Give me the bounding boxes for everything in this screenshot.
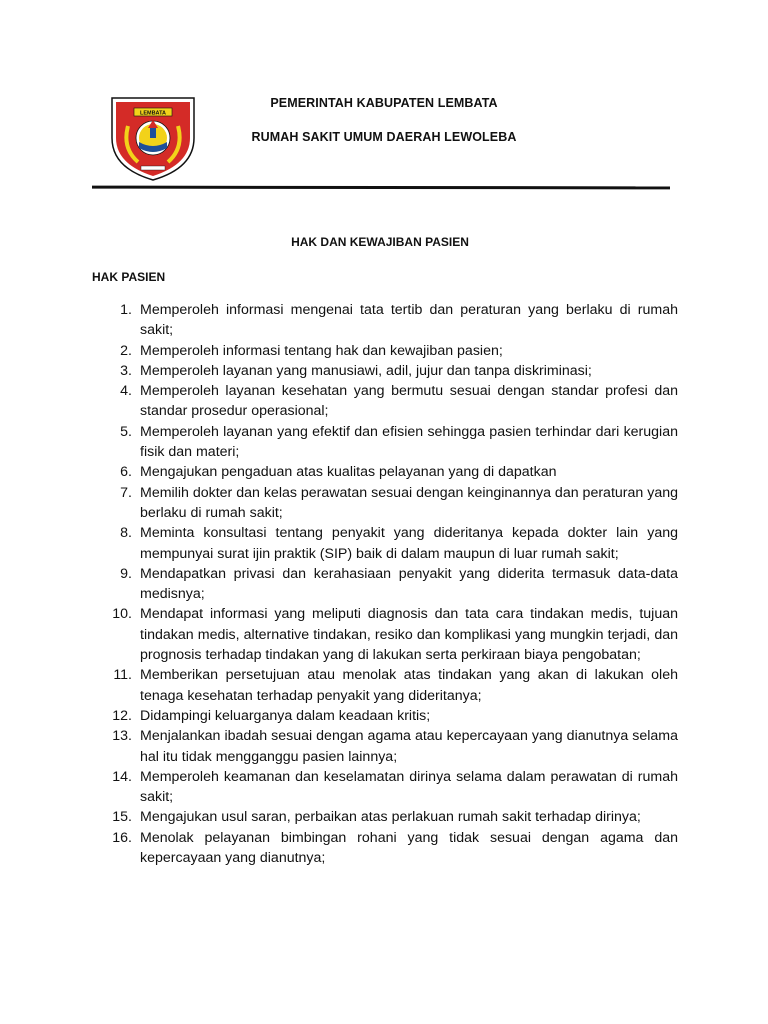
list-item-text: Memperoleh keamanan dan keselamatan dirinya selama dalam perawatan di rumah sakit; bbox=[140, 768, 678, 806]
list-item bbox=[100, 381, 678, 422]
header-hospital-name: RUMAH SAKIT UMUM DAERAH LEWOLEBA bbox=[251, 130, 517, 144]
list-item-number: 13. bbox=[112, 728, 132, 745]
list-item bbox=[100, 300, 678, 341]
list-item bbox=[100, 462, 678, 482]
list-item-number: 8. bbox=[120, 525, 132, 542]
list-item-text: Memperoleh informasi tentang hak dan kewajiban pasien; bbox=[140, 342, 503, 359]
list-item bbox=[100, 807, 678, 827]
list-item-number: 10. bbox=[112, 606, 132, 623]
list-item bbox=[100, 361, 678, 381]
list-item-number: 1. bbox=[120, 302, 132, 318]
list-item-number: 4. bbox=[120, 383, 132, 400]
list-item bbox=[100, 828, 678, 869]
list-item-text: Meminta konsultasi tentang penyakit yang dideritanya kepada dokter lain yang mempunyai surat ijin praktik (SIP) baik di dalam maupun di luar rumah sakit; bbox=[140, 525, 678, 562]
list-item bbox=[100, 422, 678, 463]
list-item-number: 2. bbox=[120, 342, 132, 359]
list-item-text: Menolak pelayanan bimbingan rohani yang tidak sesuai dengan agama dan kepercayaan yang dianutnya; bbox=[140, 829, 678, 867]
list-item bbox=[100, 341, 678, 361]
list-item-number: 7. bbox=[120, 484, 132, 501]
rights-list bbox=[100, 300, 678, 868]
logo-banner-text: LEMBATA bbox=[139, 110, 167, 117]
list-item bbox=[100, 665, 678, 706]
list-item-number: 15. bbox=[112, 809, 132, 826]
document-title: HAK DAN KEWAJIBAN PASIEN bbox=[291, 235, 469, 249]
list-item-number: 9. bbox=[120, 565, 132, 582]
list-item-text: Memperoleh informasi mengenai tata tertib dan peraturan yang berlaku di rumah sakit; bbox=[140, 302, 678, 339]
header-divider bbox=[92, 186, 670, 190]
list-item-text: Memperoleh layanan yang manusiawi, adil, jujur dan tanpa diskriminasi; bbox=[140, 362, 592, 379]
list-item bbox=[100, 726, 678, 767]
list-item-text: Mendapat informasi yang meliputi diagnosis dan tata cara tindakan medis, tujuan tindakan medis, alternative tindakan, resiko dan komplikasi yang mungkin terjadi, dan prognosis terhadap tindakan yang di lakukan serta perkiraan biaya pengobatan; bbox=[140, 606, 678, 664]
list-item bbox=[100, 483, 678, 524]
list-item bbox=[100, 767, 678, 808]
list-item-text: Menjalankan ibadah sesuai dengan agama atau kepercayaan yang dianutnya selama hal itu tidak mengganggu pasien lainnya; bbox=[140, 728, 678, 765]
list-item-number: 5. bbox=[120, 423, 132, 440]
list-item bbox=[100, 564, 678, 605]
list-item-text: Didampingi keluarganya dalam keadaan kritis; bbox=[140, 707, 431, 724]
list-item-text: Memilih dokter dan kelas perawatan sesuai dengan keinginannya dan peraturan yang berlaku di rumah sakit; bbox=[140, 484, 678, 521]
header-government-name: PEMERINTAH KABUPATEN LEMBATA bbox=[270, 96, 498, 110]
list-item-number: 16. bbox=[112, 829, 132, 846]
list-item-text: Memperoleh layanan yang efektif dan efisien sehingga pasien terhindar dari kerugian fisik dan materi; bbox=[140, 423, 678, 461]
list-item-text: Mengajukan usul saran, perbaikan atas perlakuan rumah sakit terhadap dirinya; bbox=[140, 809, 641, 826]
list-item bbox=[100, 706, 678, 726]
list-item-text: Memberikan persetujuan atau menolak atas tindakan yang akan di lakukan oleh tenaga kesehatan terhadap penyakit yang dideritanya; bbox=[140, 667, 678, 704]
list-item-number: 12. bbox=[112, 707, 132, 724]
list-item-number: 3. bbox=[120, 362, 132, 379]
list-item-number: 11. bbox=[113, 667, 132, 684]
list-item bbox=[100, 604, 678, 665]
list-item-text: Memperoleh layanan kesehatan yang bermutu sesuai dengan standar profesi dan standar prosedur operasional; bbox=[140, 383, 678, 420]
list-item bbox=[100, 523, 678, 564]
list-item-number: 14. bbox=[112, 768, 132, 785]
list-item-text: Mendapatkan privasi dan kerahasiaan penyakit yang diderita termasuk data-data medisnya; bbox=[140, 565, 678, 603]
list-item-text: Mengajukan pengaduan atas kualitas pelayanan yang di dapatkan bbox=[140, 464, 557, 481]
section-title: HAK PASIEN bbox=[92, 270, 166, 284]
list-item-number: 6. bbox=[120, 464, 132, 481]
